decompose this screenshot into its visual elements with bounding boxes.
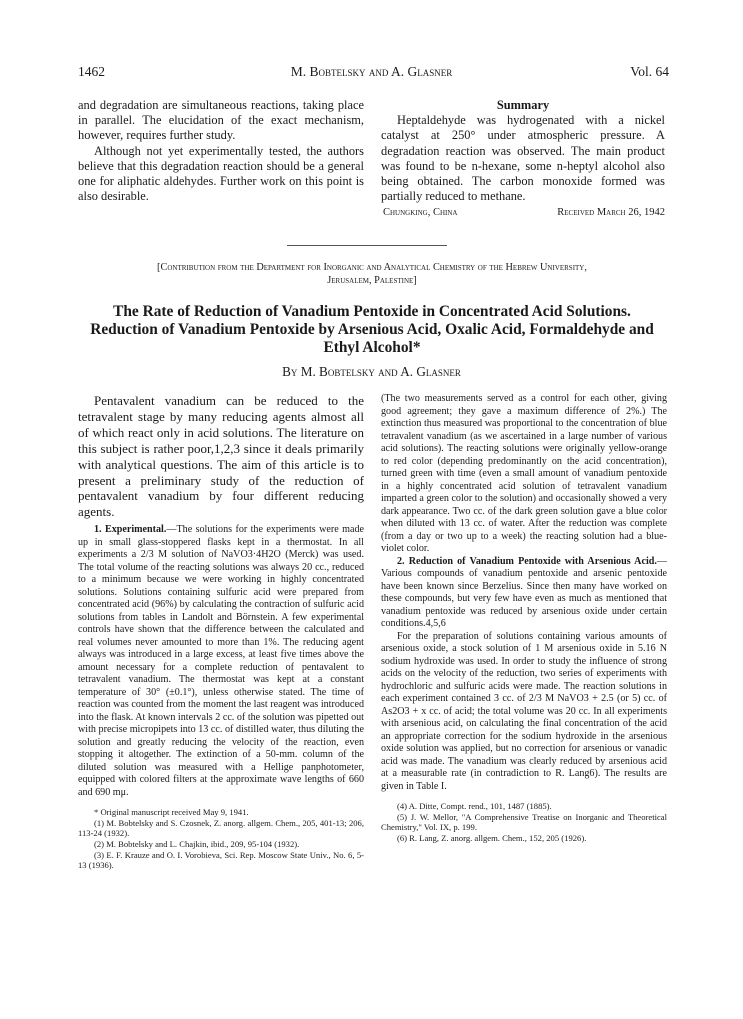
running-header-authors: M. Bobtelsky and A. Glasner (290, 64, 453, 79)
page-number: 1462 (78, 64, 105, 79)
footnotes-right (381, 801, 667, 843)
right-paragraph-3: For the preparation of solutions containing various amounts of arsenious oxide, a stock solution of 1 M arsenious oxide in 5.16 N sodium hydroxide was used. In order to study the influence of strong acids on the velocity of the reduction, two series of experiments with hydrochloric and sulfuric acids were made. The reaction solutions in each experiment contained 3 cc. of 2/3 M NaVO3 + 2.5 (or 5) cc. of As2O3 + x cc. of acid; the total volume was 20 cc. In all experiments with arsenious acid, on calculating the final concentration of the acid an appropriate correction for the sodium hydroxide in the arsenious oxide solution was applied, but no correction for arsenious or vanadic acid was made. The vanadium was clearly reduced by arsenious acid at a measurable rate (in contradiction to R. Lang6). The results are given in Table I. (381, 630, 667, 792)
footnote: (5) J. W. Mellor, "A Comprehensive Treatise on Inorganic and Theoretical Chemistry," Vol. IX, p. 199. (381, 811, 667, 833)
prev-paragraph: Although not yet experimentally tested, the authors believe that this degradation reaction should be a general one for aliphatic aldehydes. Further work on this point is also desirable. (78, 143, 364, 204)
contribution-note (78, 262, 666, 287)
title-line: Ethyl Alcohol* (323, 339, 421, 356)
contribution-line: [Contribution from the Department for Inorganic and Analytical Chemistry of the Hebrew University, (157, 262, 587, 273)
footnote: (1) M. Bobtelsky and S. Czosnek, Z. anorg. allgem. Chem., 205, 401-13; 206, 113-24 (1932). (78, 817, 364, 839)
summary-section (381, 98, 665, 221)
intro-paragraph: Pentavalent vanadium can be reduced to the tetravalent stage by many reducing agents almost all of which react only in acid solutions. The literature on this subject is rather poor,1,2,3 since it deals primarily with analytical questions. The aim of this article is to present a preliminary study of the reduction of pentavalent vanadium by four different reducing agents. (78, 393, 364, 520)
received-date: Received March 26, 1942 (557, 207, 665, 219)
footnote: (2) M. Bobtelsky and L. Chajkin, ibid., 209, 95-104 (1932). (94, 839, 300, 850)
article-separator (287, 245, 447, 246)
title-line: Reduction of Vanadium Pentoxide by Arsenious Acid, Oxalic Acid, Formaldehyde and (90, 321, 654, 338)
footnotes-left (78, 807, 364, 871)
right-paragraph-1: (The two measurements served as a control for each other, giving good agreement; they gave a maximum difference of 2%.) The extinction thus measured was proportional to the concentration of blue tetravalent vanadium (as we ascertained in a large number of various acid solutions). The reacting solutions were originally yellow-orange to red color (depending predominantly on the acid concentration), turned green with time (even a small amount of vanadium pentoxide in a highly concentrated acid solution of tetravalent vanadium imparted a green color to the solution) and occasionally showed a very dark appearance. Two cc. of the dark green solution gave a blue color when diluted with 13 cc. of water. After the reduction was complete (from a day or two up to a week) the reacting solution had a blue-violet color. (381, 393, 667, 554)
footnote: (4) A. Ditte, Compt. rend., 101, 1487 (1885). (397, 801, 552, 811)
byline: By M. Bobtelsky and A. Glasner (282, 364, 461, 379)
prev-paragraph: and degradation are simultaneous reactions, taking place in parallel. The elucidation of the exact mechanism, however, requires further study. (78, 98, 364, 143)
right-column (381, 393, 667, 843)
section-2-heading: 2. Reduction of Vanadium Pentoxide with Arsenious Acid. (397, 555, 657, 567)
volume-label: Vol. 64 (630, 64, 669, 79)
summary-text: Heptaldehyde was hydrogenated with a nickel catalyst at 250° under atmospheric pressure. A degradation reaction was observed. The main product was found to be n-hexane, some n-heptyl alcohol also being obtained. The carbon monoxide formed was partially reduced to methane. (381, 113, 665, 204)
footnote: * Original manuscript received May 9, 1941. (94, 807, 249, 818)
title-line: The Rate of Reduction of Vanadium Pentoxide in Concentrated Acid Solutions. (113, 303, 631, 320)
summary-heading: Summary (496, 98, 550, 112)
prev-article-left (78, 98, 364, 204)
location: Chungking, China (383, 207, 458, 219)
left-column (78, 393, 364, 871)
footnote: (6) R. Lang, Z. anorg. allgem. Chem., 152, 205 (1926). (397, 832, 587, 843)
article-title (70, 303, 674, 357)
experimental-paragraph (78, 524, 364, 799)
section-2-text: —Various compounds of vanadium pentoxide and arsenic pentoxide have been known since Berzelius. Since then many have worked on these compounds, but very few have even as much as mentioned that vanadium pentoxide was reduced by arsenious oxide under certain conditions.4,5,6 (381, 555, 667, 629)
experimental-text: —The solutions for the experiments were made up in small glass-stoppered flasks kept in a thermostat. In all experiments a 2/3 M solution of NaVO3·4H2O (Merck) was used. The total volume of the reacting solutions was always 20 cc., reduced to a minimum because we were working in highly concentrated solutions. Solutions containing sulfuric acid were prepared from concentrated acid (96%) by calculating the contraction of sulfuric acid solutions from tables in Landolt and Börnstein. A few experimental controls have shown that the difference between the calculated and real volumes never amounted to more than 1%. The reducing agent always was introduced in a large excess, at least five times above the amount necessary for a complete reduction of pentavalent to tetravalent vanadium. The thermostat was kept at a constant temperature of 30° (±0.1°), unless otherwise stated. The time of reaction was counted from the moment the last reagent was introduced into the flask. At known intervals 2 cc. of the solution was pipetted out with precise micropipets into 13 cc. of distilled water, thus diluting the solution and greatly reducing the velocity of the reaction, even stopping it altogether. The extinction of a 50-mm. column of the diluted solution was measured with a Hellige panphotometer, equipped with colored filters at the approximate wave lengths of 660 and 690 mμ. (78, 524, 364, 798)
section-2-paragraph (381, 556, 667, 631)
contribution-line: Jerusalem, Palestine] (327, 274, 417, 286)
footnote: (3) E. F. Krauze and O. I. Vorobieva, Sci. Rep. Moscow State Univ., No. 6, 5-13 (1936). (78, 849, 364, 871)
experimental-heading: 1. Experimental. (94, 524, 167, 536)
dateline (381, 205, 665, 220)
